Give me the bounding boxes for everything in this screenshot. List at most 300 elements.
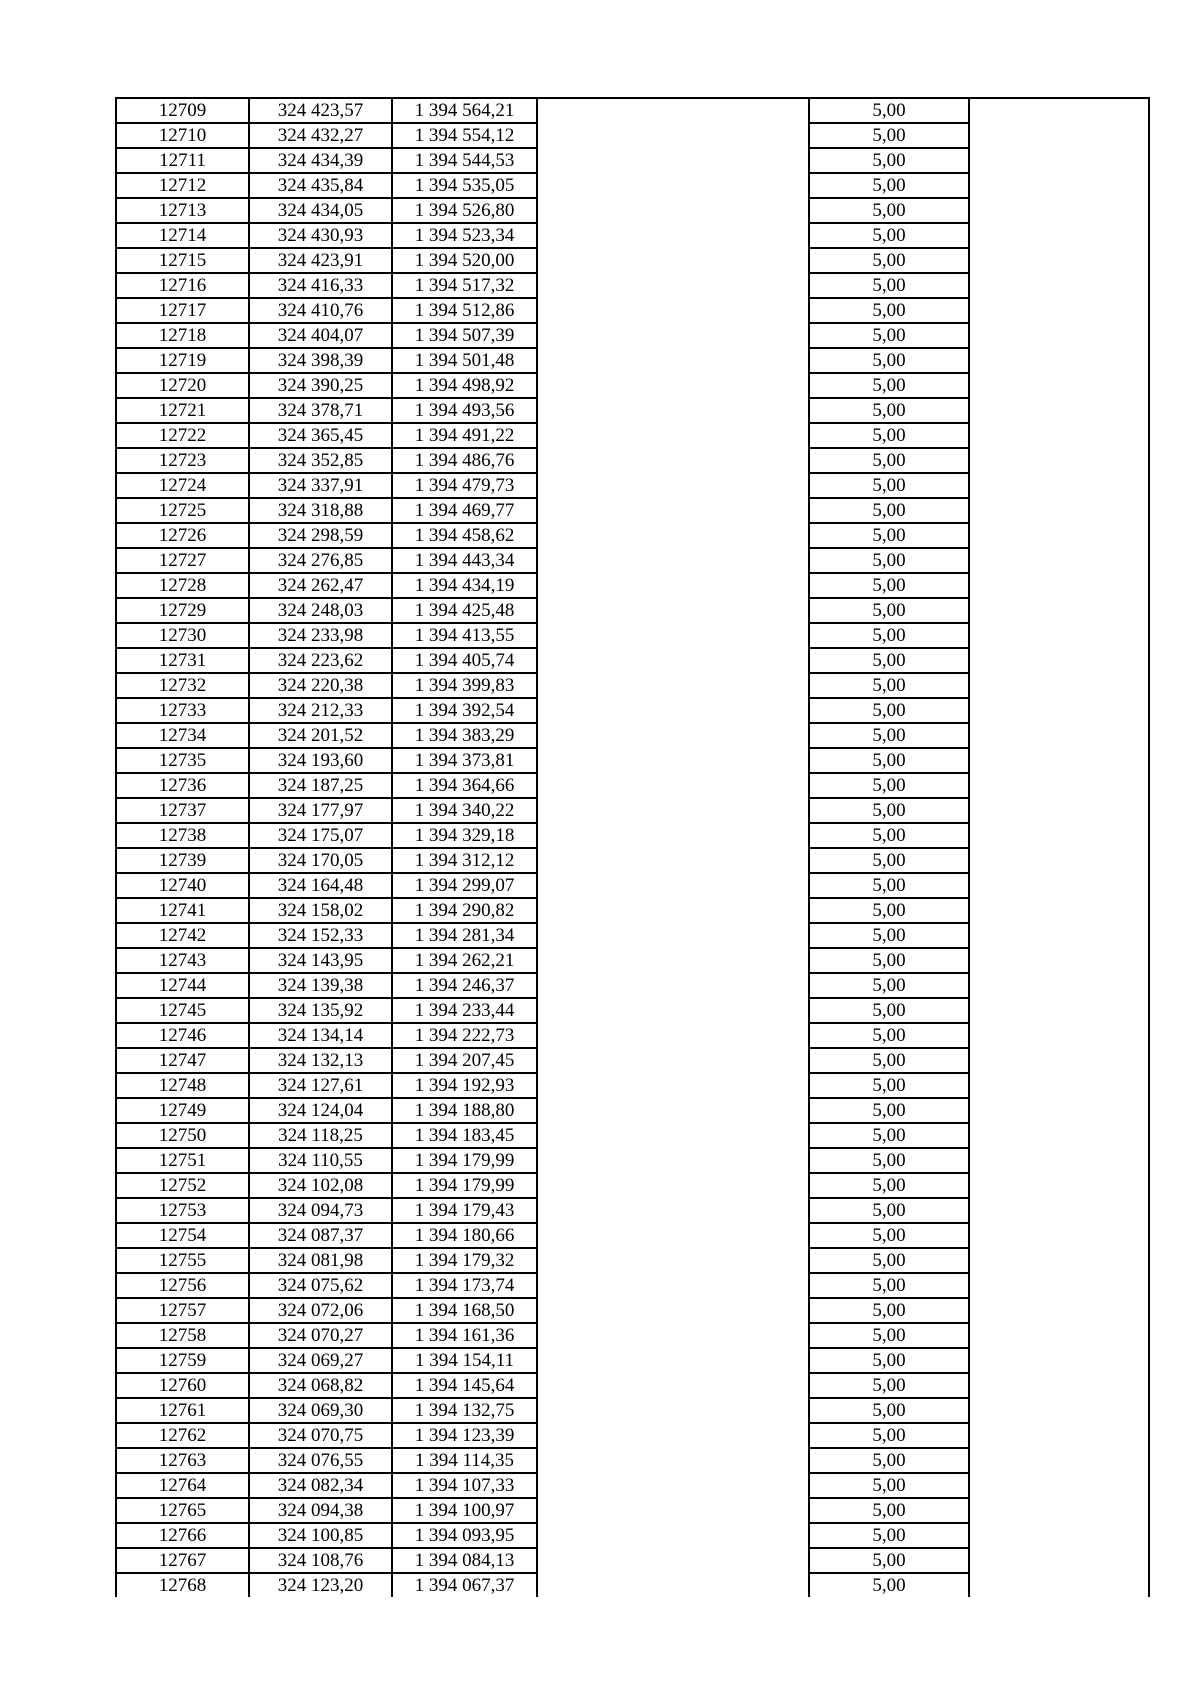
y-coordinate-cell: 1 394 173,74 <box>392 1273 537 1298</box>
x-coordinate-cell: 324 143,95 <box>249 948 392 973</box>
accuracy-cell: 5,00 <box>809 1148 969 1173</box>
point-number-cell: 12762 <box>116 1423 249 1448</box>
empty-cell <box>969 748 1149 773</box>
point-number-cell: 12727 <box>116 548 249 573</box>
empty-cell <box>537 1073 809 1098</box>
point-number-cell: 12768 <box>116 1573 249 1597</box>
point-number-cell: 12715 <box>116 248 249 273</box>
accuracy-cell: 5,00 <box>809 573 969 598</box>
x-coordinate-cell: 324 072,06 <box>249 1298 392 1323</box>
accuracy-cell: 5,00 <box>809 1548 969 1573</box>
table-row <box>116 498 1149 523</box>
empty-cell <box>969 1573 1149 1597</box>
empty-cell <box>537 473 809 498</box>
accuracy-cell: 5,00 <box>809 998 969 1023</box>
point-number-cell: 12753 <box>116 1198 249 1223</box>
point-number-cell: 12709 <box>116 98 249 123</box>
y-coordinate-cell: 1 394 523,34 <box>392 223 537 248</box>
empty-cell <box>537 1523 809 1548</box>
accuracy-cell: 5,00 <box>809 873 969 898</box>
empty-cell <box>537 1123 809 1148</box>
empty-cell <box>537 1098 809 1123</box>
point-number-cell: 12722 <box>116 423 249 448</box>
empty-cell <box>537 548 809 573</box>
table-row <box>116 1473 1149 1498</box>
accuracy-cell: 5,00 <box>809 1323 969 1348</box>
table-row <box>116 1548 1149 1573</box>
point-number-cell: 12740 <box>116 873 249 898</box>
empty-cell <box>969 1198 1149 1223</box>
table-row <box>116 298 1149 323</box>
empty-cell <box>537 623 809 648</box>
table-row <box>116 198 1149 223</box>
table-row <box>116 248 1149 273</box>
y-coordinate-cell: 1 394 207,45 <box>392 1048 537 1073</box>
y-coordinate-cell: 1 394 179,99 <box>392 1148 537 1173</box>
point-number-cell: 12739 <box>116 848 249 873</box>
empty-cell <box>969 198 1149 223</box>
table-row <box>116 673 1149 698</box>
table-row <box>116 1573 1149 1597</box>
y-coordinate-cell: 1 394 329,18 <box>392 823 537 848</box>
point-number-cell: 12751 <box>116 1148 249 1173</box>
table-row <box>116 273 1149 298</box>
y-coordinate-cell: 1 394 233,44 <box>392 998 537 1023</box>
x-coordinate-cell: 324 276,85 <box>249 548 392 573</box>
empty-cell <box>537 723 809 748</box>
table-row <box>116 173 1149 198</box>
point-number-cell: 12745 <box>116 998 249 1023</box>
accuracy-cell: 5,00 <box>809 1473 969 1498</box>
empty-cell <box>969 498 1149 523</box>
y-coordinate-cell: 1 394 434,19 <box>392 573 537 598</box>
y-coordinate-cell: 1 394 392,54 <box>392 698 537 723</box>
empty-cell <box>969 423 1149 448</box>
accuracy-cell: 5,00 <box>809 598 969 623</box>
x-coordinate-cell: 324 170,05 <box>249 848 392 873</box>
accuracy-cell: 5,00 <box>809 1048 969 1073</box>
table-row <box>116 123 1149 148</box>
x-coordinate-cell: 324 100,85 <box>249 1523 392 1548</box>
table-row <box>116 1023 1149 1048</box>
empty-cell <box>537 148 809 173</box>
point-number-cell: 12742 <box>116 923 249 948</box>
x-coordinate-cell: 324 434,39 <box>249 148 392 173</box>
empty-cell <box>537 173 809 198</box>
accuracy-cell: 5,00 <box>809 798 969 823</box>
point-number-cell: 12760 <box>116 1373 249 1398</box>
empty-cell <box>969 923 1149 948</box>
empty-cell <box>969 998 1149 1023</box>
accuracy-cell: 5,00 <box>809 623 969 648</box>
x-coordinate-cell: 324 158,02 <box>249 898 392 923</box>
x-coordinate-cell: 324 134,14 <box>249 1023 392 1048</box>
point-number-cell: 12712 <box>116 173 249 198</box>
accuracy-cell: 5,00 <box>809 98 969 123</box>
accuracy-cell: 5,00 <box>809 498 969 523</box>
empty-cell <box>537 423 809 448</box>
table-row <box>116 398 1149 423</box>
empty-cell <box>969 223 1149 248</box>
table-row <box>116 1123 1149 1148</box>
y-coordinate-cell: 1 394 564,21 <box>392 98 537 123</box>
x-coordinate-cell: 324 416,33 <box>249 273 392 298</box>
point-number-cell: 12730 <box>116 623 249 648</box>
y-coordinate-cell: 1 394 067,37 <box>392 1573 537 1597</box>
empty-cell <box>969 698 1149 723</box>
x-coordinate-cell: 324 082,34 <box>249 1473 392 1498</box>
empty-cell <box>537 698 809 723</box>
x-coordinate-cell: 324 127,61 <box>249 1073 392 1098</box>
x-coordinate-cell: 324 410,76 <box>249 298 392 323</box>
point-number-cell: 12719 <box>116 348 249 373</box>
empty-cell <box>969 1548 1149 1573</box>
empty-cell <box>537 748 809 773</box>
x-coordinate-cell: 324 068,82 <box>249 1373 392 1398</box>
empty-cell <box>537 1548 809 1573</box>
x-coordinate-cell: 324 124,04 <box>249 1098 392 1123</box>
point-number-cell: 12729 <box>116 598 249 623</box>
table-row <box>116 973 1149 998</box>
empty-cell <box>537 248 809 273</box>
accuracy-cell: 5,00 <box>809 323 969 348</box>
y-coordinate-cell: 1 394 246,37 <box>392 973 537 998</box>
point-number-cell: 12711 <box>116 148 249 173</box>
empty-cell <box>969 1448 1149 1473</box>
y-coordinate-cell: 1 394 405,74 <box>392 648 537 673</box>
empty-cell <box>969 798 1149 823</box>
empty-cell <box>969 173 1149 198</box>
empty-cell <box>537 1498 809 1523</box>
empty-cell <box>537 1273 809 1298</box>
x-coordinate-cell: 324 318,88 <box>249 498 392 523</box>
empty-cell <box>537 373 809 398</box>
empty-cell <box>969 1223 1149 1248</box>
empty-cell <box>969 1323 1149 1348</box>
empty-cell <box>969 148 1149 173</box>
point-number-cell: 12765 <box>116 1498 249 1523</box>
table-row <box>116 223 1149 248</box>
y-coordinate-cell: 1 394 188,80 <box>392 1098 537 1123</box>
x-coordinate-cell: 324 164,48 <box>249 873 392 898</box>
table-row <box>116 723 1149 748</box>
accuracy-cell: 5,00 <box>809 1398 969 1423</box>
y-coordinate-cell: 1 394 154,11 <box>392 1348 537 1373</box>
point-number-cell: 12718 <box>116 323 249 348</box>
x-coordinate-cell: 324 094,73 <box>249 1198 392 1223</box>
point-number-cell: 12723 <box>116 448 249 473</box>
empty-cell <box>969 623 1149 648</box>
empty-cell <box>969 448 1149 473</box>
accuracy-cell: 5,00 <box>809 1223 969 1248</box>
accuracy-cell: 5,00 <box>809 348 969 373</box>
table-row <box>116 923 1149 948</box>
empty-cell <box>537 1373 809 1398</box>
y-coordinate-cell: 1 394 535,05 <box>392 173 537 198</box>
accuracy-cell: 5,00 <box>809 523 969 548</box>
empty-cell <box>537 973 809 998</box>
accuracy-cell: 5,00 <box>809 898 969 923</box>
empty-cell <box>537 123 809 148</box>
accuracy-cell: 5,00 <box>809 548 969 573</box>
x-coordinate-cell: 324 081,98 <box>249 1248 392 1273</box>
x-coordinate-cell: 324 201,52 <box>249 723 392 748</box>
empty-cell <box>537 923 809 948</box>
table-row <box>116 148 1149 173</box>
accuracy-cell: 5,00 <box>809 373 969 398</box>
empty-cell <box>969 1373 1149 1398</box>
x-coordinate-cell: 324 378,71 <box>249 398 392 423</box>
x-coordinate-cell: 324 069,27 <box>249 1348 392 1373</box>
empty-cell <box>969 98 1149 123</box>
table-row <box>116 1173 1149 1198</box>
point-number-cell: 12726 <box>116 523 249 548</box>
empty-cell <box>969 373 1149 398</box>
table-row <box>116 348 1149 373</box>
empty-cell <box>537 1323 809 1348</box>
y-coordinate-cell: 1 394 512,86 <box>392 298 537 323</box>
empty-cell <box>537 198 809 223</box>
x-coordinate-cell: 324 390,25 <box>249 373 392 398</box>
accuracy-cell: 5,00 <box>809 1073 969 1098</box>
point-number-cell: 12710 <box>116 123 249 148</box>
accuracy-cell: 5,00 <box>809 1023 969 1048</box>
point-number-cell: 12764 <box>116 1473 249 1498</box>
empty-cell <box>969 123 1149 148</box>
point-number-cell: 12763 <box>116 1448 249 1473</box>
accuracy-cell: 5,00 <box>809 123 969 148</box>
x-coordinate-cell: 324 434,05 <box>249 198 392 223</box>
accuracy-cell: 5,00 <box>809 698 969 723</box>
empty-cell <box>537 448 809 473</box>
table-row <box>116 323 1149 348</box>
empty-cell <box>537 1423 809 1448</box>
y-coordinate-cell: 1 394 183,45 <box>392 1123 537 1148</box>
x-coordinate-cell: 324 075,62 <box>249 1273 392 1298</box>
accuracy-cell: 5,00 <box>809 973 969 998</box>
accuracy-cell: 5,00 <box>809 1373 969 1398</box>
table-row <box>116 448 1149 473</box>
accuracy-cell: 5,00 <box>809 173 969 198</box>
y-coordinate-cell: 1 394 262,21 <box>392 948 537 973</box>
point-number-cell: 12758 <box>116 1323 249 1348</box>
accuracy-cell: 5,00 <box>809 1298 969 1323</box>
table-row <box>116 823 1149 848</box>
point-number-cell: 12714 <box>116 223 249 248</box>
x-coordinate-cell: 324 298,59 <box>249 523 392 548</box>
y-coordinate-cell: 1 394 192,93 <box>392 1073 537 1098</box>
accuracy-cell: 5,00 <box>809 773 969 798</box>
accuracy-cell: 5,00 <box>809 1123 969 1148</box>
x-coordinate-cell: 324 223,62 <box>249 648 392 673</box>
accuracy-cell: 5,00 <box>809 448 969 473</box>
accuracy-cell: 5,00 <box>809 723 969 748</box>
empty-cell <box>969 348 1149 373</box>
empty-cell <box>537 998 809 1023</box>
point-number-cell: 12766 <box>116 1523 249 1548</box>
empty-cell <box>969 848 1149 873</box>
x-coordinate-cell: 324 087,37 <box>249 1223 392 1248</box>
y-coordinate-cell: 1 394 364,66 <box>392 773 537 798</box>
empty-cell <box>969 523 1149 548</box>
table-row <box>116 648 1149 673</box>
empty-cell <box>969 873 1149 898</box>
x-coordinate-cell: 324 094,38 <box>249 1498 392 1523</box>
empty-cell <box>537 1398 809 1423</box>
empty-cell <box>969 648 1149 673</box>
empty-cell <box>969 1023 1149 1048</box>
accuracy-cell: 5,00 <box>809 223 969 248</box>
empty-cell <box>537 873 809 898</box>
point-number-cell: 12746 <box>116 1023 249 1048</box>
empty-cell <box>969 948 1149 973</box>
x-coordinate-cell: 324 118,25 <box>249 1123 392 1148</box>
empty-cell <box>969 973 1149 998</box>
empty-cell <box>969 1498 1149 1523</box>
empty-cell <box>969 1523 1149 1548</box>
x-coordinate-cell: 324 430,93 <box>249 223 392 248</box>
point-number-cell: 12721 <box>116 398 249 423</box>
y-coordinate-cell: 1 394 290,82 <box>392 898 537 923</box>
table-row <box>116 423 1149 448</box>
table-row <box>116 473 1149 498</box>
y-coordinate-cell: 1 394 507,39 <box>392 323 537 348</box>
x-coordinate-cell: 324 139,38 <box>249 973 392 998</box>
y-coordinate-cell: 1 394 554,12 <box>392 123 537 148</box>
x-coordinate-cell: 324 337,91 <box>249 473 392 498</box>
table-row <box>116 1298 1149 1323</box>
table-row <box>116 773 1149 798</box>
table-row <box>116 1423 1149 1448</box>
point-number-cell: 12720 <box>116 373 249 398</box>
empty-cell <box>537 1448 809 1473</box>
table-row <box>116 1498 1149 1523</box>
x-coordinate-cell: 324 365,45 <box>249 423 392 448</box>
empty-cell <box>969 273 1149 298</box>
table-row <box>116 873 1149 898</box>
point-number-cell: 12767 <box>116 1548 249 1573</box>
empty-cell <box>537 773 809 798</box>
empty-cell <box>969 823 1149 848</box>
point-number-cell: 12744 <box>116 973 249 998</box>
y-coordinate-cell: 1 394 479,73 <box>392 473 537 498</box>
table-row <box>116 1048 1149 1073</box>
accuracy-cell: 5,00 <box>809 1573 969 1597</box>
accuracy-cell: 5,00 <box>809 1498 969 1523</box>
table-row <box>116 573 1149 598</box>
table-row <box>116 1273 1149 1298</box>
point-number-cell: 12733 <box>116 698 249 723</box>
point-number-cell: 12750 <box>116 1123 249 1148</box>
empty-cell <box>537 523 809 548</box>
x-coordinate-cell: 324 432,27 <box>249 123 392 148</box>
point-number-cell: 12752 <box>116 1173 249 1198</box>
x-coordinate-cell: 324 220,38 <box>249 673 392 698</box>
x-coordinate-cell: 324 233,98 <box>249 623 392 648</box>
empty-cell <box>969 1098 1149 1123</box>
x-coordinate-cell: 324 076,55 <box>249 1448 392 1473</box>
table-row <box>116 1148 1149 1173</box>
empty-cell <box>537 348 809 373</box>
table-row <box>116 1248 1149 1273</box>
empty-cell <box>969 1273 1149 1298</box>
y-coordinate-cell: 1 394 299,07 <box>392 873 537 898</box>
y-coordinate-cell: 1 394 443,34 <box>392 548 537 573</box>
empty-cell <box>537 1298 809 1323</box>
table-row <box>116 848 1149 873</box>
accuracy-cell: 5,00 <box>809 1098 969 1123</box>
empty-cell <box>969 1298 1149 1323</box>
point-number-cell: 12736 <box>116 773 249 798</box>
y-coordinate-cell: 1 394 544,53 <box>392 148 537 173</box>
table-row <box>116 798 1149 823</box>
point-number-cell: 12749 <box>116 1098 249 1123</box>
table-row <box>116 373 1149 398</box>
empty-cell <box>969 773 1149 798</box>
accuracy-cell: 5,00 <box>809 648 969 673</box>
table-row <box>116 1073 1149 1098</box>
x-coordinate-cell: 324 069,30 <box>249 1398 392 1423</box>
empty-cell <box>969 573 1149 598</box>
empty-cell <box>537 1348 809 1373</box>
accuracy-cell: 5,00 <box>809 823 969 848</box>
y-coordinate-cell: 1 394 425,48 <box>392 598 537 623</box>
x-coordinate-cell: 324 187,25 <box>249 773 392 798</box>
y-coordinate-cell: 1 394 093,95 <box>392 1523 537 1548</box>
y-coordinate-cell: 1 394 486,76 <box>392 448 537 473</box>
empty-cell <box>969 548 1149 573</box>
empty-cell <box>969 323 1149 348</box>
y-coordinate-cell: 1 394 312,12 <box>392 848 537 873</box>
y-coordinate-cell: 1 394 501,48 <box>392 348 537 373</box>
empty-cell <box>969 1398 1149 1423</box>
y-coordinate-cell: 1 394 168,50 <box>392 1298 537 1323</box>
empty-cell <box>969 1423 1149 1448</box>
x-coordinate-cell: 324 404,07 <box>249 323 392 348</box>
accuracy-cell: 5,00 <box>809 1423 969 1448</box>
point-number-cell: 12759 <box>116 1348 249 1373</box>
point-number-cell: 12735 <box>116 748 249 773</box>
x-coordinate-cell: 324 108,76 <box>249 1548 392 1573</box>
table-row <box>116 898 1149 923</box>
empty-cell <box>969 673 1149 698</box>
point-number-cell: 12716 <box>116 273 249 298</box>
x-coordinate-cell: 324 193,60 <box>249 748 392 773</box>
point-number-cell: 12731 <box>116 648 249 673</box>
accuracy-cell: 5,00 <box>809 748 969 773</box>
empty-cell <box>969 398 1149 423</box>
table-row <box>116 1448 1149 1473</box>
x-coordinate-cell: 324 423,57 <box>249 98 392 123</box>
y-coordinate-cell: 1 394 114,35 <box>392 1448 537 1473</box>
table-row <box>116 1223 1149 1248</box>
x-coordinate-cell: 324 398,39 <box>249 348 392 373</box>
accuracy-cell: 5,00 <box>809 1173 969 1198</box>
table-row <box>116 698 1149 723</box>
accuracy-cell: 5,00 <box>809 1348 969 1373</box>
coordinate-table-body <box>116 98 1149 1597</box>
x-coordinate-cell: 324 102,08 <box>249 1173 392 1198</box>
x-coordinate-cell: 324 248,03 <box>249 598 392 623</box>
empty-cell <box>537 323 809 348</box>
table-row <box>116 623 1149 648</box>
y-coordinate-cell: 1 394 526,80 <box>392 198 537 223</box>
point-number-cell: 12728 <box>116 573 249 598</box>
x-coordinate-cell: 324 123,20 <box>249 1573 392 1597</box>
point-number-cell: 12754 <box>116 1223 249 1248</box>
table-row <box>116 1198 1149 1223</box>
accuracy-cell: 5,00 <box>809 248 969 273</box>
